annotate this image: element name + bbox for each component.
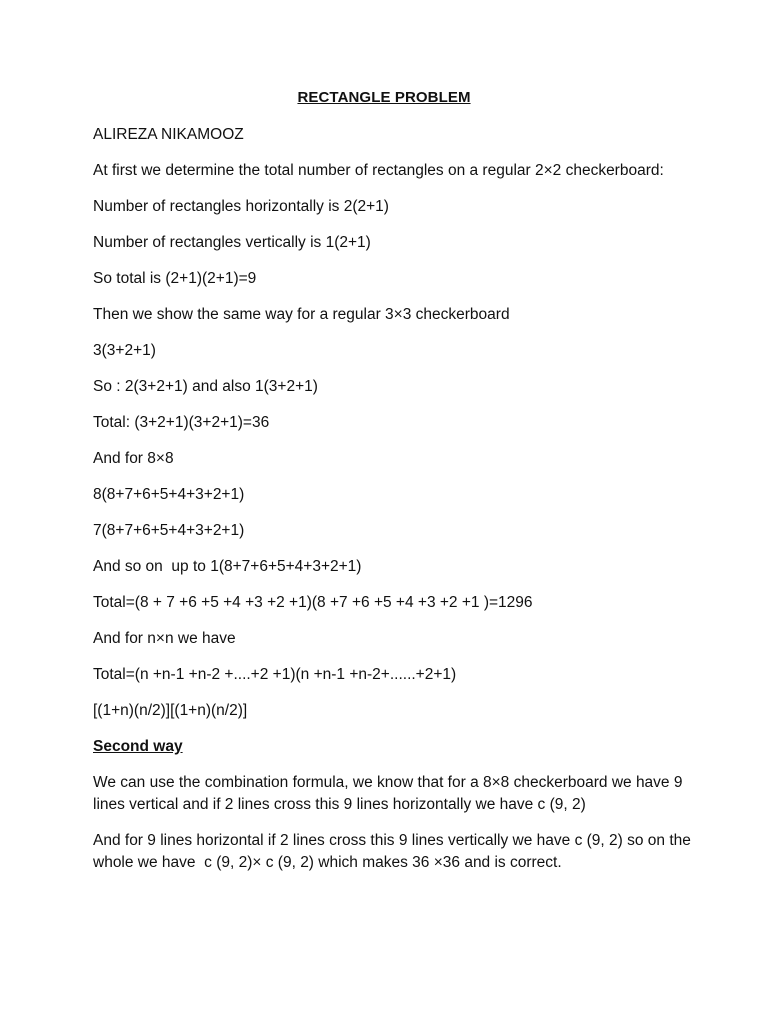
paragraph-8x8-line1: 8(8+7+6+5+4+3+2+1) (93, 486, 245, 503)
paragraph-total-nxn: Total=(n +n-1 +n-2 +....+2 +1)(n +n-1 +n-2+......+2+1) (93, 666, 457, 683)
document-body (93, 124, 696, 888)
author-name: ALIREZA NIKAMOOZ (93, 126, 244, 143)
paragraph-intro-3x3: Then we show the same way for a regular 3×3 checkerboard (93, 306, 510, 323)
paragraph-total-2x2: So total is (2+1)(2+1)=9 (93, 270, 257, 287)
paragraph-intro-8x8: And for 8×8 (93, 450, 174, 467)
paragraph-8x8-line2: 7(8+7+6+5+4+3+2+1) (93, 522, 245, 539)
paragraph-horizontal-2x2: Number of rectangles horizontally is 2(2+1) (93, 198, 389, 215)
paragraph-intro: At first we determine the total number of rectangles on a regular 2×2 checkerboard: (93, 162, 664, 179)
paragraph-intro-nxn: And for n×n we have (93, 630, 236, 647)
paragraph-formula-nxn: [(1+n)(n/2)][(1+n)(n/2)] (93, 702, 248, 719)
paragraph-3x3-line2: So : 2(3+2+1) and also 1(3+2+1) (93, 378, 318, 395)
section-heading-second-way: Second way (93, 738, 183, 755)
paragraph-8x8-line3: And so on up to 1(8+7+6+5+4+3+2+1) (93, 558, 362, 575)
paragraph-vertical-2x2: Number of rectangles vertically is 1(2+1) (93, 234, 371, 251)
document-title: RECTANGLE PROBLEM (297, 89, 471, 106)
paragraph-total-3x3: Total: (3+2+1)(3+2+1)=36 (93, 414, 270, 431)
paragraph-combination-2: And for 9 lines horizontal if 2 lines cross this 9 lines vertically we have c (9, 2) so on the whole we have c (9, 2)× c (9, 2) which makes 36 ×36 and is correct. (93, 832, 696, 871)
paragraph-3x3-line1: 3(3+2+1) (93, 342, 156, 359)
paragraph-combination-1: We can use the combination formula, we know that for a 8×8 checkerboard we have 9 lines vertical and if 2 lines cross this 9 lines horizontally we have c (9, 2) (93, 774, 687, 813)
paragraph-total-8x8: Total=(8 + 7 +6 +5 +4 +3 +2 +1)(8 +7 +6 +5 +4 +3 +2 +1 )=1296 (93, 594, 533, 611)
